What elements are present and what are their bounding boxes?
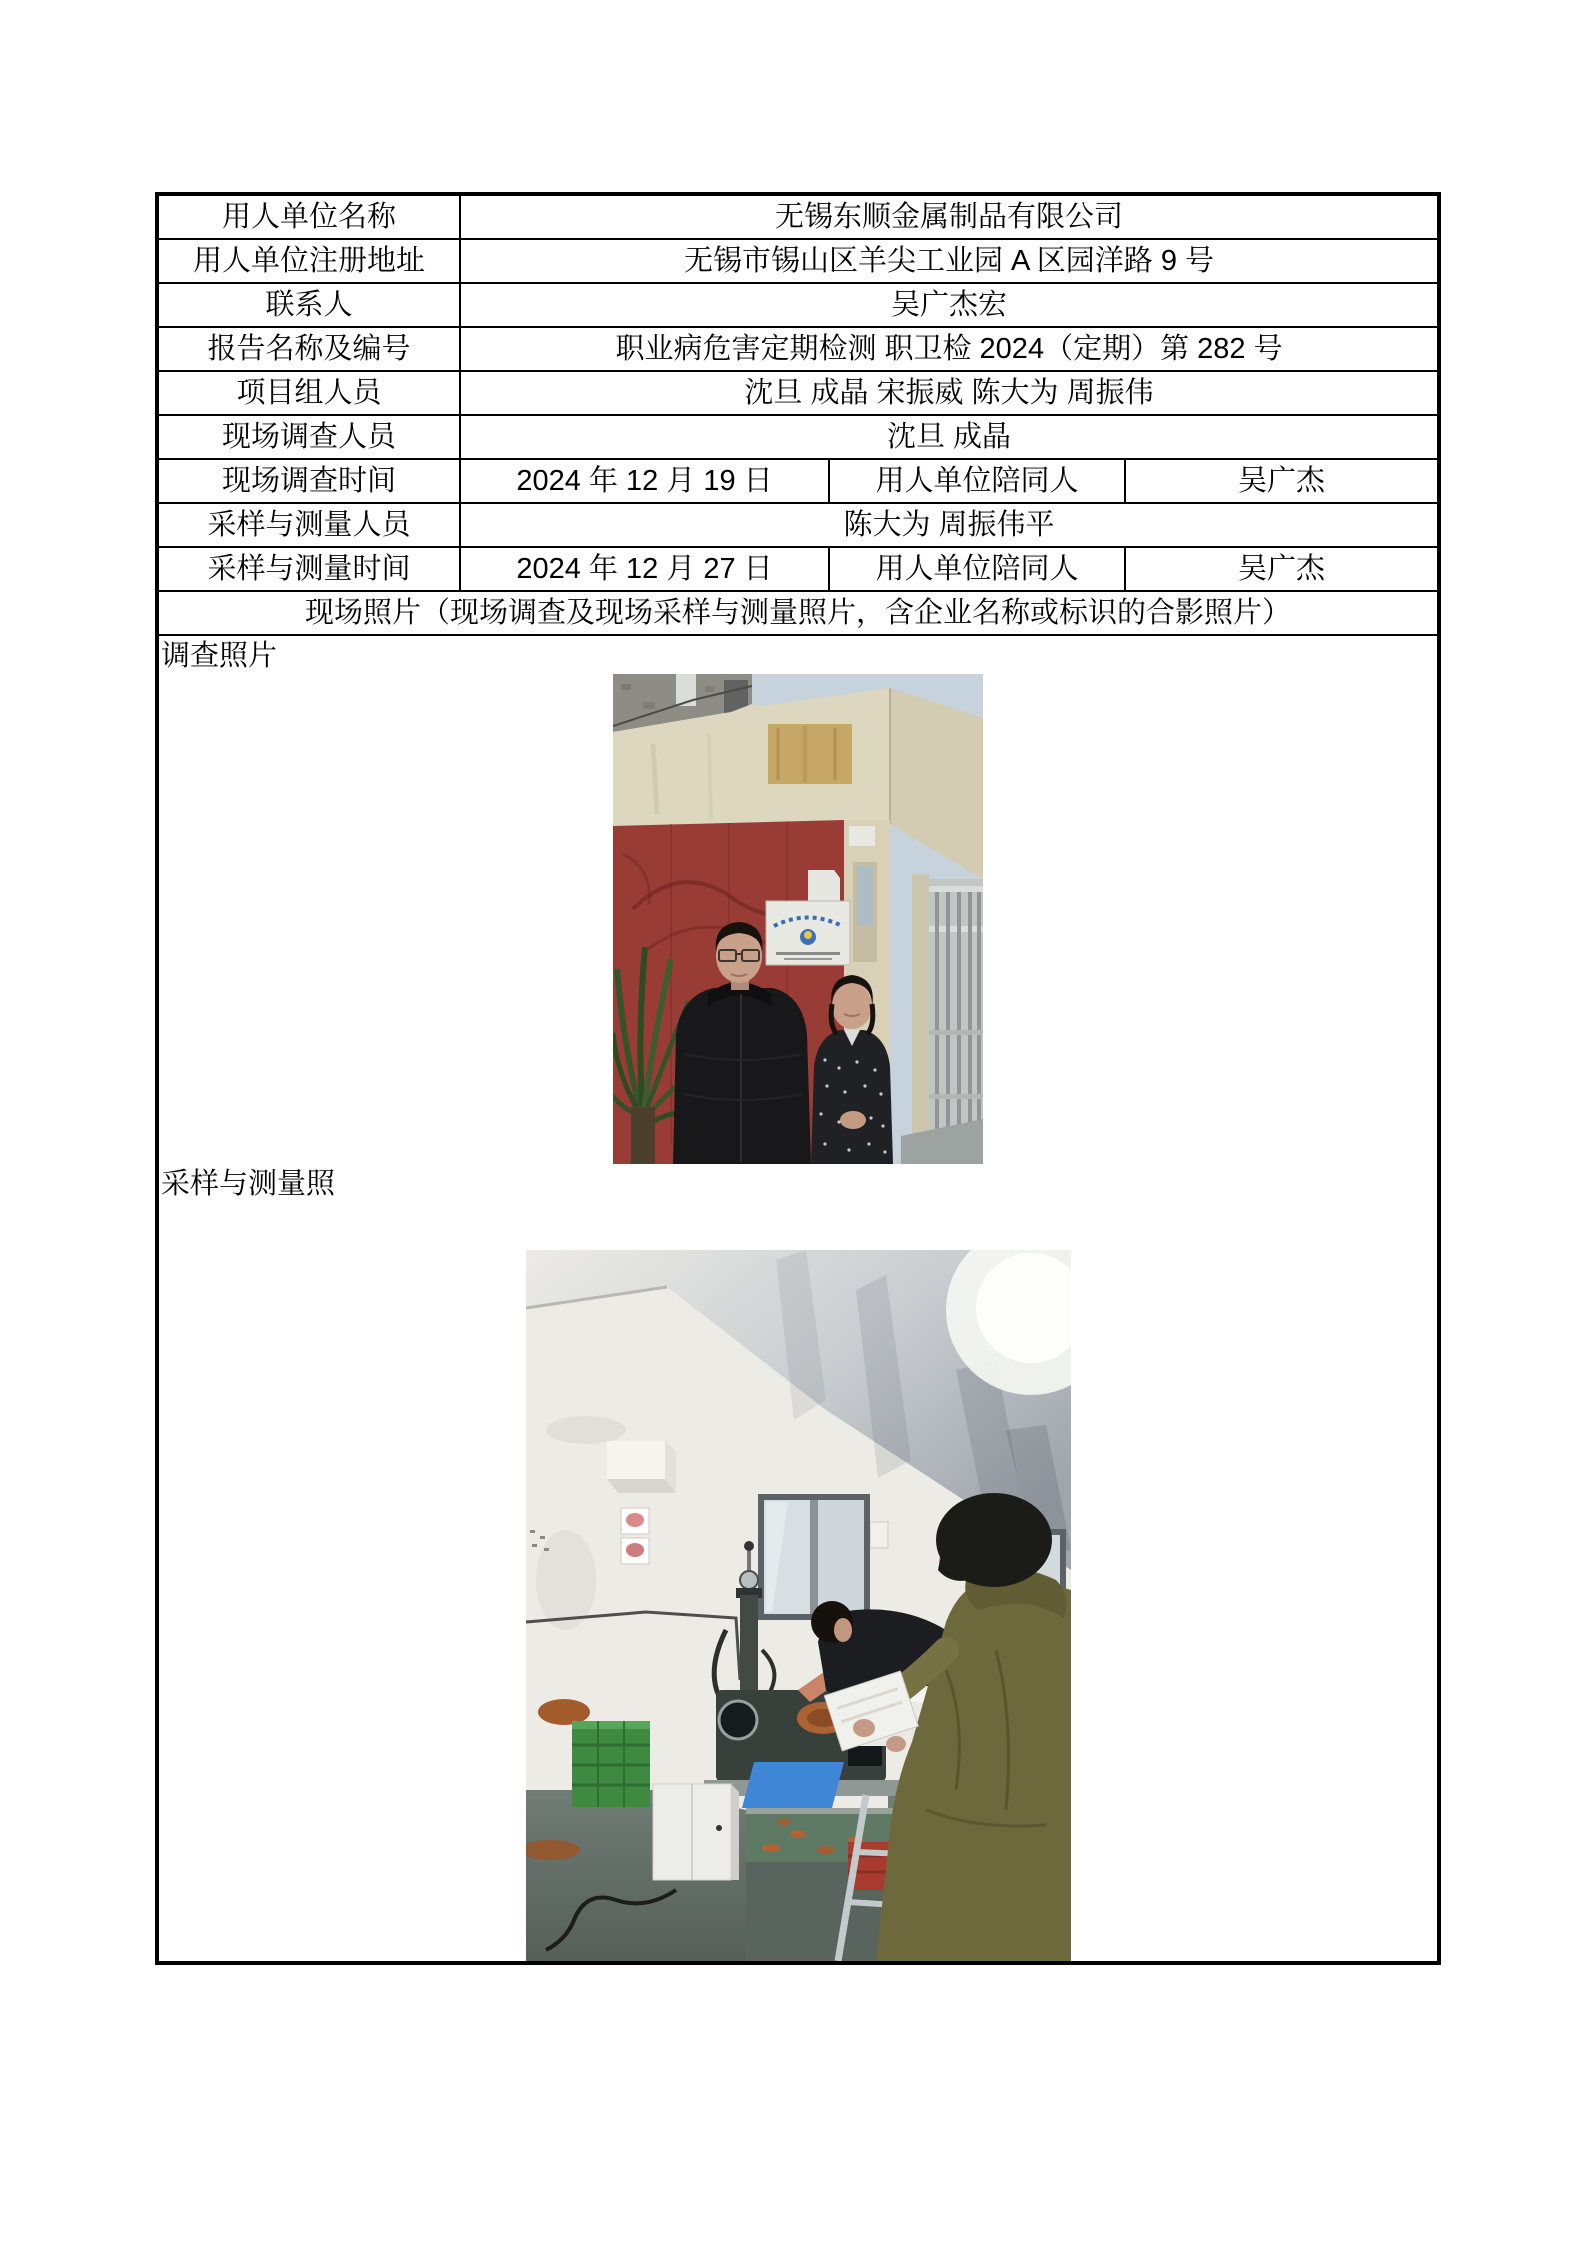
row-label-project-team: 项目组人员 <box>157 371 460 415</box>
row-label-survey-date: 现场调查时间 <box>157 459 460 503</box>
table-row <box>157 283 1439 327</box>
photo-section-header: 现场照片（现场调查及现场采样与测量照片，含企业名称或标识的合影照片） <box>157 591 1439 635</box>
row-label-sampling-personnel: 采样与测量人员 <box>157 503 460 547</box>
survey-date-value: 2024 年 12 月 19 日 <box>460 459 829 503</box>
sampling-escort-value: 吴广杰 <box>1125 547 1439 591</box>
row-label-survey-escort: 用人单位陪同人 <box>829 459 1125 503</box>
employer-name-value: 无锡东顺金属制品有限公司 <box>460 194 1439 239</box>
registered-address-value: 无锡市锡山区羊尖工业园 A 区园洋路 9 号 <box>460 239 1439 283</box>
sampling-photo <box>526 1250 1071 1961</box>
company-sign <box>766 901 850 965</box>
photo-section-cell <box>157 635 1439 1963</box>
table-row <box>157 503 1439 547</box>
report-info-table <box>155 192 1441 1965</box>
project-team-value: 沈旦 成晶 宋振威 陈大为 周振伟 <box>460 371 1439 415</box>
contact-person-value: 吴广杰宏 <box>460 283 1439 327</box>
survey-personnel-value: 沈旦 成晶 <box>460 415 1439 459</box>
table-row <box>157 547 1439 591</box>
table-row <box>157 327 1439 371</box>
table-row <box>157 459 1439 503</box>
investigation-photo <box>613 674 983 1164</box>
investigation-photo-label: 调查照片 <box>161 640 278 672</box>
table-row <box>157 194 1439 239</box>
table-row <box>157 591 1439 635</box>
sampling-photo-label: 采样与测量照 <box>161 1168 336 1200</box>
row-label-employer-name: 用人单位名称 <box>157 194 460 239</box>
row-label-sampling-date: 采样与测量时间 <box>157 547 460 591</box>
row-label-survey-personnel: 现场调查人员 <box>157 415 460 459</box>
table-row <box>157 415 1439 459</box>
report-name-number-value: 职业病危害定期检测 职卫检 2024（定期）第 282 号 <box>460 327 1439 371</box>
table-row <box>157 371 1439 415</box>
survey-escort-value: 吴广杰 <box>1125 459 1439 503</box>
row-label-contact-person: 联系人 <box>157 283 460 327</box>
blue-tray <box>742 1762 844 1808</box>
row-label-registered-address: 用人单位注册地址 <box>157 239 460 283</box>
metal-gate <box>912 874 983 1164</box>
table-row <box>157 635 1439 1963</box>
row-label-sampling-escort: 用人单位陪同人 <box>829 547 1125 591</box>
sampling-date-value: 2024 年 12 月 27 日 <box>460 547 829 591</box>
white-cabinet <box>653 1784 739 1880</box>
sampling-personnel-value: 陈大为 周振伟平 <box>460 503 1439 547</box>
table-row <box>157 239 1439 283</box>
row-label-report-name-number: 报告名称及编号 <box>157 327 460 371</box>
